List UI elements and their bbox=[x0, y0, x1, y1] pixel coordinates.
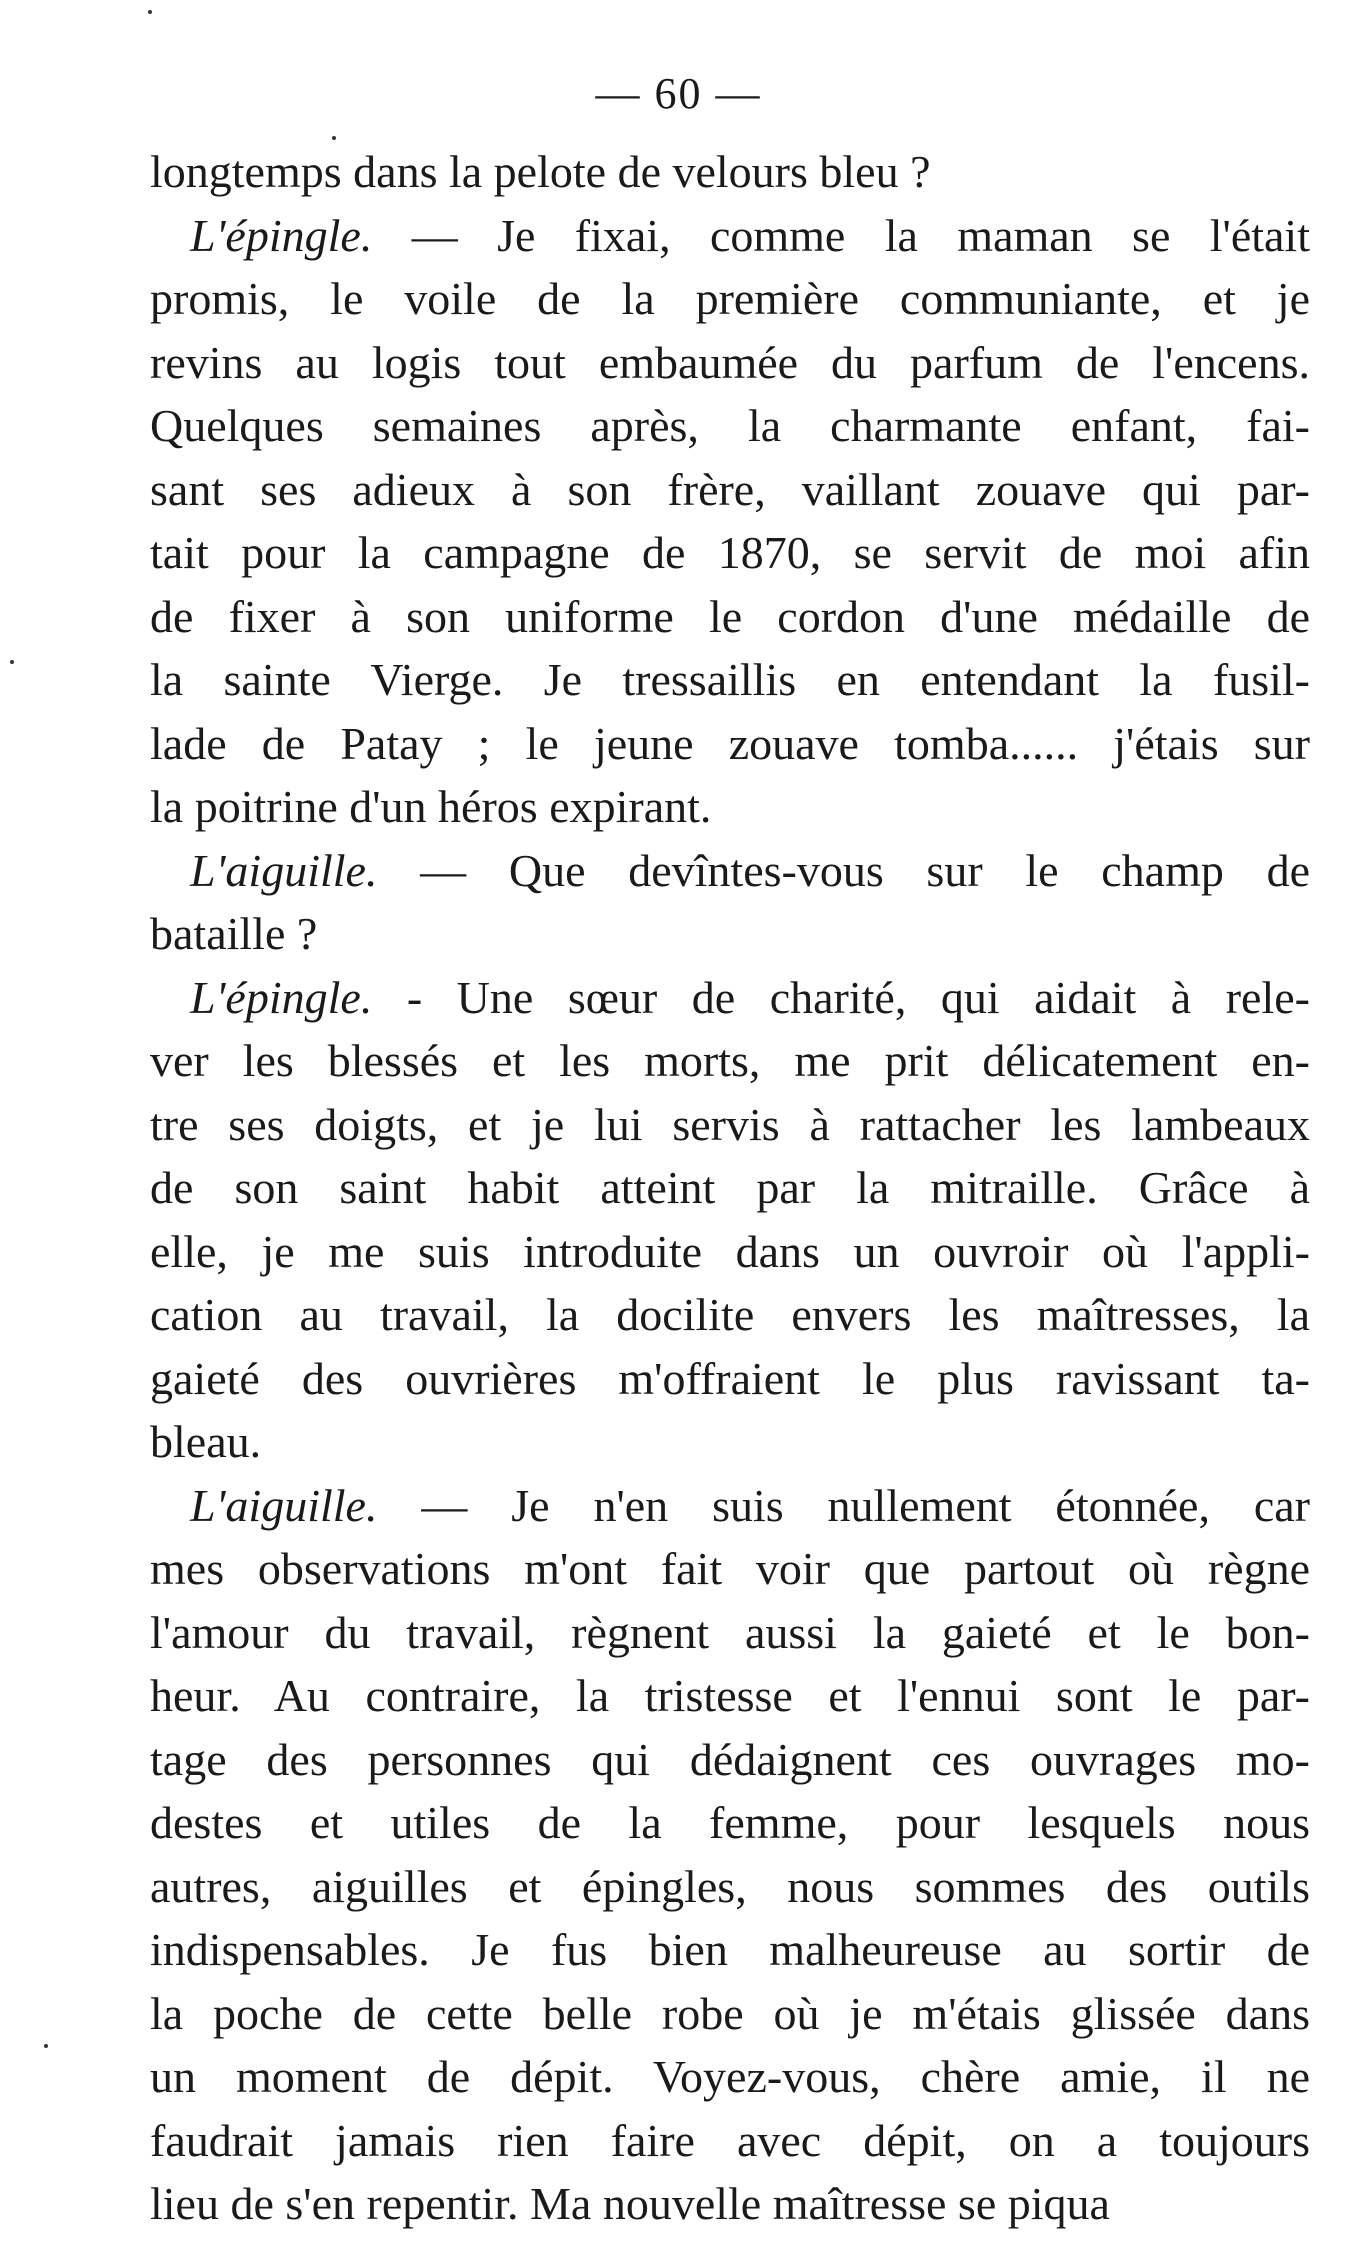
line-text: la poitrine d'un héros expirant. bbox=[150, 781, 712, 832]
text-line bbox=[150, 267, 1310, 331]
margin-mark bbox=[44, 2044, 48, 2048]
page-number: — 60 — bbox=[595, 69, 762, 118]
line-text: de fixer à son uniforme le cordon d'une médaille de bbox=[150, 590, 1310, 642]
line-text: gaieté des ouvrières m'offraient le plus ravissant ta- bbox=[150, 1352, 1310, 1404]
text-line bbox=[150, 2172, 1310, 2236]
text-line bbox=[150, 1093, 1310, 1157]
line-text: - Une sœur de charité, qui aidait à rele- bbox=[372, 971, 1310, 1023]
text-line bbox=[150, 1855, 1310, 1919]
line-text: elle, je me suis introduite dans un ouvroir où l'appli- bbox=[150, 1225, 1310, 1277]
line-text: autres, aiguilles et épingles, nous sommes des outils bbox=[150, 1860, 1310, 1912]
line-text: heur. Au contraire, la tristesse et l'ennui sont le par- bbox=[150, 1670, 1310, 1721]
margin-mark bbox=[10, 660, 14, 664]
line-text: — Je fixai, comme la maman se l'était bbox=[372, 209, 1310, 261]
text-line bbox=[150, 394, 1310, 458]
text-line bbox=[150, 1156, 1310, 1220]
text-line bbox=[150, 1537, 1310, 1601]
line-text: cation au travail, la docilite envers les maîtresses, la bbox=[150, 1289, 1310, 1340]
text-line bbox=[150, 1918, 1310, 1982]
text-line bbox=[150, 902, 1310, 966]
text-line bbox=[150, 1601, 1310, 1665]
text-line bbox=[150, 1410, 1310, 1474]
line-text: tage des personnes qui dédaignent ces ouvrages mo- bbox=[150, 1733, 1310, 1785]
line-text: destes et utiles de la femme, pour lesquels nous bbox=[150, 1797, 1310, 1848]
line-text: lieu de s'en repentir. Ma nouvelle maîtresse se piqua bbox=[150, 2178, 1110, 2229]
line-text: de son saint habit atteint par la mitraille. Grâce à bbox=[150, 1162, 1310, 1213]
line-text: sant ses adieux à son frère, vaillant zouave qui par- bbox=[150, 463, 1310, 515]
line-text: mes observations m'ont fait voir que partout où règne bbox=[150, 1543, 1310, 1594]
speaker-label: L'épingle. bbox=[190, 209, 373, 261]
line-text: promis, le voile de la première communiante, et je bbox=[150, 273, 1310, 324]
line-text: l'amour du travail, règnent aussi la gaieté et le bon- bbox=[150, 1606, 1310, 1658]
line-text: indispensables. Je fus bien malheureuse au sortir de bbox=[150, 1924, 1310, 1975]
text-line bbox=[150, 1664, 1310, 1728]
speaker-label: L'aiguille. bbox=[190, 1479, 378, 1531]
line-text: ver les blessés et les morts, me prit délicatement en- bbox=[150, 1035, 1310, 1086]
text-line bbox=[150, 331, 1310, 395]
text-line bbox=[150, 839, 1310, 903]
text-line bbox=[150, 204, 1310, 268]
text-line bbox=[150, 648, 1310, 712]
text-line bbox=[150, 1982, 1310, 2046]
line-text: tait pour la campagne de 1870, se servit de moi afin bbox=[150, 527, 1310, 578]
text-line bbox=[150, 1283, 1310, 1347]
text-line bbox=[150, 1347, 1310, 1411]
text-line bbox=[150, 1220, 1310, 1284]
text-line bbox=[150, 2109, 1310, 2173]
line-text: lade de Patay ; le jeune zouave tomba...... j'étais sur bbox=[150, 717, 1310, 769]
text-line bbox=[150, 1728, 1310, 1792]
line-text: faudrait jamais rien faire avec dépit, on a toujours bbox=[150, 2114, 1310, 2166]
margin-mark bbox=[148, 10, 152, 14]
text-line bbox=[150, 1029, 1310, 1093]
text-line bbox=[150, 1791, 1310, 1855]
line-text: bleau. bbox=[150, 1416, 262, 1467]
line-text: — Je n'en suis nullement étonnée, car bbox=[377, 1479, 1310, 1531]
text-line bbox=[150, 712, 1310, 776]
text-line bbox=[150, 1474, 1310, 1538]
text-line bbox=[150, 585, 1310, 649]
line-text: la sainte Vierge. Je tressaillis en entendant la fusil- bbox=[150, 654, 1310, 705]
speaker-label: L'épingle. bbox=[190, 971, 373, 1023]
line-text: tre ses doigts, et je lui servis à rattacher les lambeaux bbox=[150, 1098, 1310, 1150]
speaker-label: L'aiguille. bbox=[190, 844, 378, 896]
line-text: Quelques semaines après, la charmante enfant, fai- bbox=[150, 400, 1310, 451]
line-text: longtemps dans la pelote de velours bleu ? bbox=[150, 146, 931, 197]
line-text: revins au logis tout embaumée du parfum de l'encens. bbox=[150, 336, 1310, 388]
text-line bbox=[150, 458, 1310, 522]
text-line bbox=[150, 966, 1310, 1030]
line-text: un moment de dépit. Voyez-vous, chère amie, il ne bbox=[150, 2051, 1310, 2102]
text-line bbox=[150, 521, 1310, 585]
line-text: — Que devîntes-vous sur le champ de bbox=[377, 844, 1310, 896]
line-text: bataille ? bbox=[150, 908, 318, 959]
text-line bbox=[150, 2045, 1310, 2109]
text-line bbox=[150, 140, 1310, 204]
text-line bbox=[150, 775, 1310, 839]
line-text: la poche de cette belle robe où je m'étais glissée dans bbox=[150, 1987, 1310, 2039]
page-text bbox=[150, 140, 1310, 2236]
